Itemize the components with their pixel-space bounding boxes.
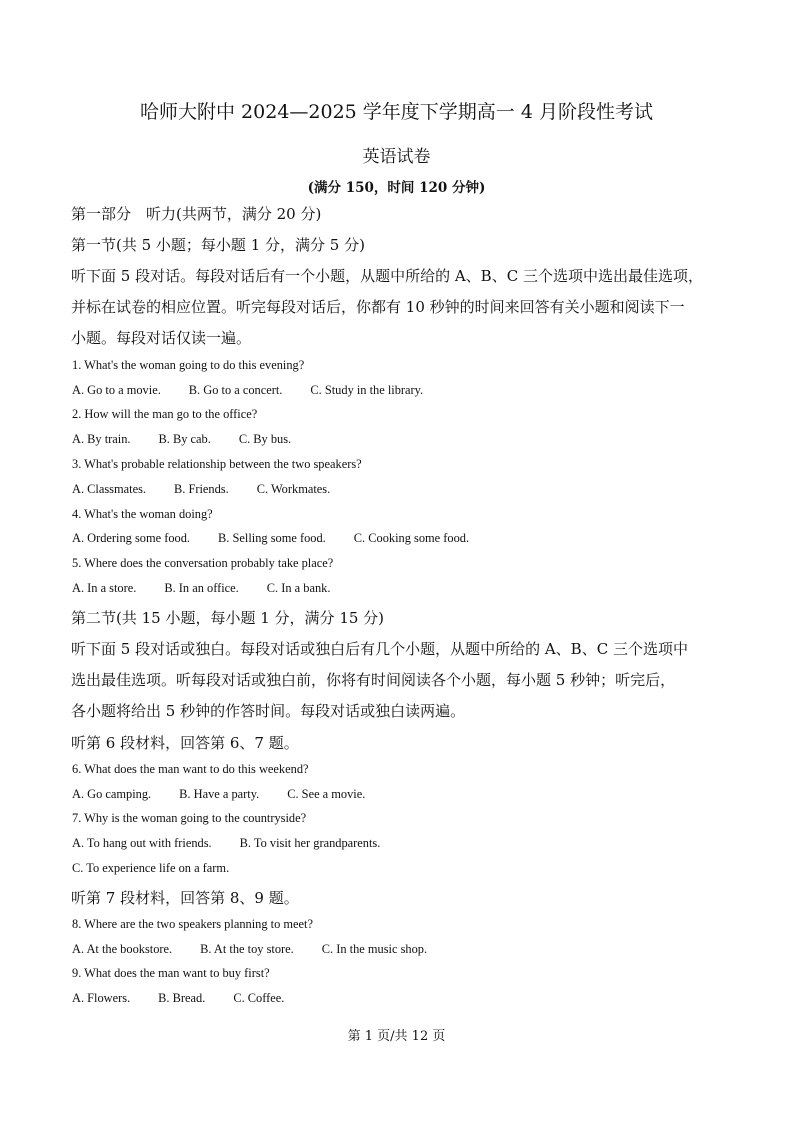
material-7-heading: 听第 7 段材料，回答第 8、9 题。 — [71, 889, 299, 907]
option-a: A. Flowers. — [72, 991, 131, 1005]
section2-instruction-line: 选出最佳选项。听每段对话或独白前，你将有时间阅读各个小题，每小题 5 秒钟；听完后， — [71, 671, 676, 689]
question-3: 3. What's probable relationship between the two speakers? — [72, 457, 362, 471]
option-b: B. In an office. — [164, 581, 239, 595]
section2-heading: 第二节(共 15 小题，每小题 1 分，满分 15 分) — [71, 609, 385, 627]
exam-title: 哈师大附中 2024—2025 学年度下学期高一 4 月阶段性考试 — [140, 101, 653, 123]
section1-instruction-line: 听下面 5 段对话。每段对话后有一个小题，从题中所给的 A、B、C 三个选项中选出最佳选项， — [71, 267, 703, 285]
question-7: 7. Why is the woman going to the countryside? — [72, 811, 307, 825]
option-a: A. At the bookstore. — [72, 942, 173, 956]
question-9: 9. What does the man want to buy first? — [72, 966, 270, 980]
question-5: 5. Where does the conversation probably take place? — [72, 556, 334, 570]
option-c: C. By bus. — [238, 432, 292, 446]
option-b: B. Bread. — [158, 991, 206, 1005]
option-c: C. In a bank. — [266, 581, 331, 595]
option-b: B. By cab. — [158, 432, 211, 446]
option-a: A. To hang out with friends. — [72, 836, 212, 850]
question-9-options — [72, 991, 312, 1006]
option-a: A. By train. — [72, 432, 131, 446]
option-a: A. Go camping. — [72, 787, 152, 801]
question-4-options — [72, 531, 497, 546]
part1-heading: 第一部分 听力(共两节，满分 20 分) — [71, 205, 322, 223]
question-8: 8. Where are the two speakers planning to meet? — [72, 917, 313, 931]
page-number: 第 1 页/共 12 页 — [347, 1029, 446, 1044]
option-b: B. Go to a concert. — [188, 383, 283, 397]
question-8-options — [72, 942, 455, 957]
question-7-option-c: C. To experience life on a farm. — [72, 861, 230, 875]
question-6: 6. What does the man want to do this weekend? — [72, 762, 309, 776]
option-a: A. Ordering some food. — [72, 531, 191, 545]
question-2: 2. How will the man go to the office? — [72, 407, 258, 421]
question-7-options — [72, 836, 408, 851]
section2-instruction-line: 听下面 5 段对话或独白。每段对话或独白后有几个小题，从题中所给的 A、B、C 三个选项中 — [71, 640, 688, 658]
option-b: B. To visit her grandparents. — [239, 836, 381, 850]
option-c: C. See a movie. — [287, 787, 366, 801]
section1-heading: 第一节(共 5 小题；每小题 1 分，满分 5 分) — [71, 236, 365, 254]
question-3-options — [72, 482, 358, 497]
option-b: B. Friends. — [174, 482, 229, 496]
section2-instruction-line: 各小题将给出 5 秒钟的作答时间。每段对话或独白读两遍。 — [71, 702, 466, 720]
question-1-options — [72, 383, 451, 398]
exam-subject: 英语试卷 — [362, 147, 431, 167]
option-a: A. Classmates. — [72, 482, 146, 496]
option-b: B. At the toy store. — [200, 942, 294, 956]
exam-info: (满分 150，时间 120 分钟) — [307, 180, 486, 196]
question-5-options — [72, 581, 358, 596]
material-6-heading: 听第 6 段材料，回答第 6、7 题。 — [71, 734, 299, 752]
option-a: A. Go to a movie. — [72, 383, 161, 397]
option-b: B. Have a party. — [179, 787, 260, 801]
option-c: C. Coffee. — [233, 991, 285, 1005]
question-4: 4. What's the woman doing? — [72, 507, 213, 521]
option-c: C. Workmates. — [256, 482, 331, 496]
option-a: A. In a store. — [72, 581, 137, 595]
question-6-options — [72, 787, 393, 802]
option-c: C. Study in the library. — [310, 383, 424, 397]
question-2-options — [72, 432, 319, 447]
option-c: C. In the music shop. — [321, 942, 428, 956]
option-b: B. Selling some food. — [218, 531, 326, 545]
section1-instruction-line: 小题。每段对话仅读一遍。 — [71, 329, 252, 347]
section1-instruction-line: 并标在试卷的相应位置。听完每段对话后，你都有 10 秒钟的时间来回答有关小题和阅读下一 — [71, 298, 685, 316]
option-c: C. Cooking some food. — [353, 531, 470, 545]
question-1: 1. What's the woman going to do this evening? — [72, 358, 305, 372]
